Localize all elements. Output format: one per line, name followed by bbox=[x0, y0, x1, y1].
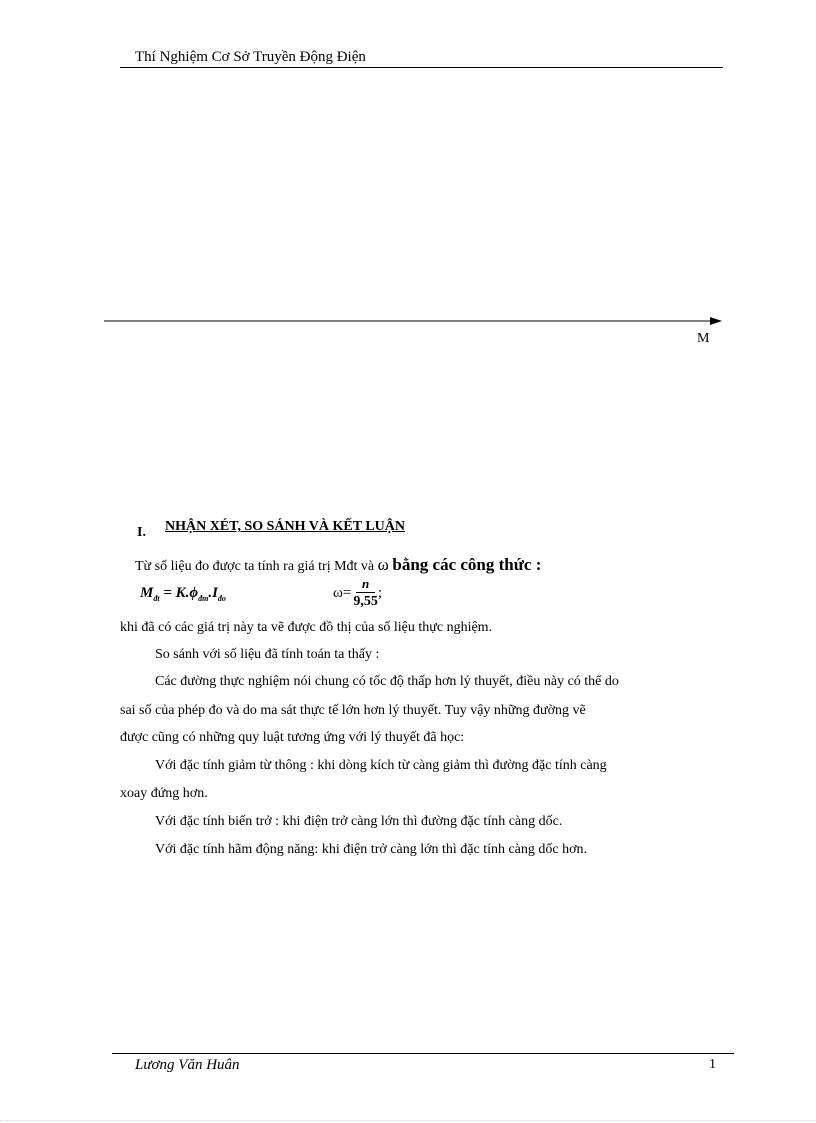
formula-omega bbox=[333, 576, 382, 611]
axis-arrowhead bbox=[710, 317, 722, 325]
intro-text: Từ số liệu đo được ta tính ra giá trị Mđt và bbox=[135, 559, 378, 574]
formula-i: I bbox=[212, 585, 218, 601]
formula-m-symbol: M bbox=[140, 585, 154, 601]
section-title: NHẬN XÉT, SO SÁNH VÀ KẾT LUẬN bbox=[165, 519, 405, 534]
body-line: sai số của phép đo và do ma sát thực tế lớn hơn lý thuyết. Tuy vậy những đường vẽ bbox=[120, 703, 586, 718]
fraction-denominator: 9,55 bbox=[353, 594, 378, 609]
page-number: 1 bbox=[709, 1057, 716, 1072]
formula-m-sub: đt bbox=[153, 594, 160, 603]
body-line: được cũng có những quy luật tương ứng với lý thuyết đã học: bbox=[120, 730, 465, 745]
formula-fraction bbox=[353, 576, 378, 611]
body-line: Với đặc tính hãm động năng: khi điện trở càng lớn thì đặc tính càng dốc hơn. bbox=[155, 842, 588, 857]
header-rule bbox=[120, 67, 723, 68]
page-edge bbox=[0, 1120, 816, 1121]
formula-torque bbox=[140, 585, 226, 603]
formula-dot: . bbox=[208, 585, 213, 601]
formula-phi: ϕ bbox=[189, 585, 199, 601]
formula-i-sub: đo bbox=[217, 594, 226, 603]
footer-rule bbox=[112, 1053, 734, 1054]
body-line: So sánh với số liệu đã tính toán ta thấy : bbox=[155, 647, 380, 662]
body-line: Với đặc tính biến trở : khi điện trở càng lớn thì đường đặc tính càng dốc. bbox=[155, 814, 563, 829]
formula-eq: = K. bbox=[159, 585, 190, 601]
body-line: Với đặc tính giảm từ thông : khi dòng kích từ càng giảm thì đường đặc tính càng bbox=[155, 758, 607, 773]
intro-paragraph bbox=[135, 555, 541, 575]
body-line: xoay đứng hơn. bbox=[120, 786, 208, 801]
body-line: khi đã có các giá trị này ta vẽ được đồ thị của số liệu thực nghiệm. bbox=[120, 620, 493, 635]
header-title: Thí Nghiệm Cơ Sở Truyền Động Điện bbox=[135, 49, 366, 65]
omega-symbol: ω bbox=[377, 555, 389, 574]
formula-omega-eq: ω= bbox=[333, 585, 352, 601]
axis-label-m: M bbox=[697, 331, 710, 346]
section-number: I. bbox=[137, 525, 146, 540]
body-line: Các đường thực nghiệm nói chung có tốc độ thấp hơn lý thuyết, điều này có thể do bbox=[155, 674, 619, 689]
fraction-numerator: n bbox=[356, 576, 375, 593]
footer-author: Lương Văn Huân bbox=[135, 1057, 240, 1073]
graph-m-axis bbox=[104, 313, 724, 329]
formula-phi-sub: đm bbox=[198, 594, 209, 603]
formula-semicolon: ; bbox=[377, 585, 383, 601]
intro-tail: bằng các công thức : bbox=[392, 555, 542, 574]
